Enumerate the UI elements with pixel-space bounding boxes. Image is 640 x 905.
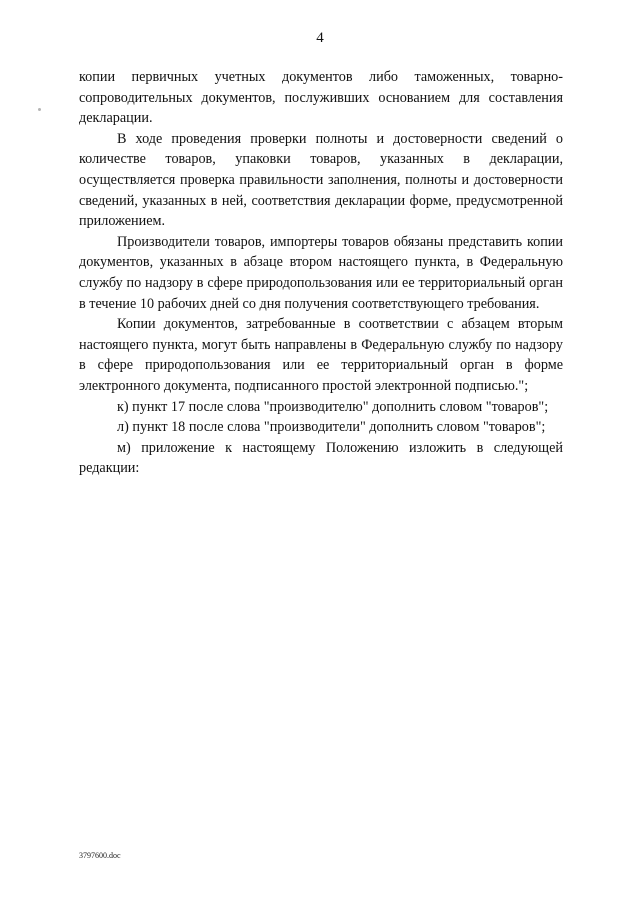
document-body <box>79 67 563 479</box>
paragraph-item-k: к) пункт 17 после слова "производителю" дополнить словом "товаров"; <box>117 398 549 415</box>
footer-file-name: 3797600.doc <box>79 851 121 860</box>
page-number: 4 <box>316 30 324 46</box>
paragraph-verification: В ходе проведения проверки полноты и достоверности сведений о количестве товаров, упаковки товаров, указанных в декларации, осуществляется проверка правильности заполнения, полноты и достоверности сведений, указанных в ней, соответствия декларации форме, предусмотренной приложением. <box>79 130 563 230</box>
paragraph-item-m: м) приложение к настоящему Положению изложить в следующей редакции: <box>79 439 563 477</box>
margin-mark <box>38 108 41 111</box>
paragraph-item-l: л) пункт 18 после слова "производители" дополнить словом "товаров"; <box>117 419 546 436</box>
paragraph-continuation: копии первичных учетных документов либо таможенных, товарно-сопроводительных документов, послуживших основанием для составления декларации. <box>79 69 563 127</box>
paragraph-electronic-copies: Копии документов, затребованные в соответствии с абзацем вторым настоящего пункта, могут быть направлены в Федеральную службу по надзору в сфере природопользования или ее территориальный орган в форме электронного документа, подписанного простой электронной подписью."; <box>79 316 563 394</box>
paragraph-obligation: Производители товаров, импортеры товаров обязаны представить копии документов, указанных в абзаце втором настоящего пункта, в Федеральную службу по надзору в сфере природопользования или ее территориальный орган в течение 10 рабочих дней со дня получения соответствующего требования. <box>79 233 563 312</box>
